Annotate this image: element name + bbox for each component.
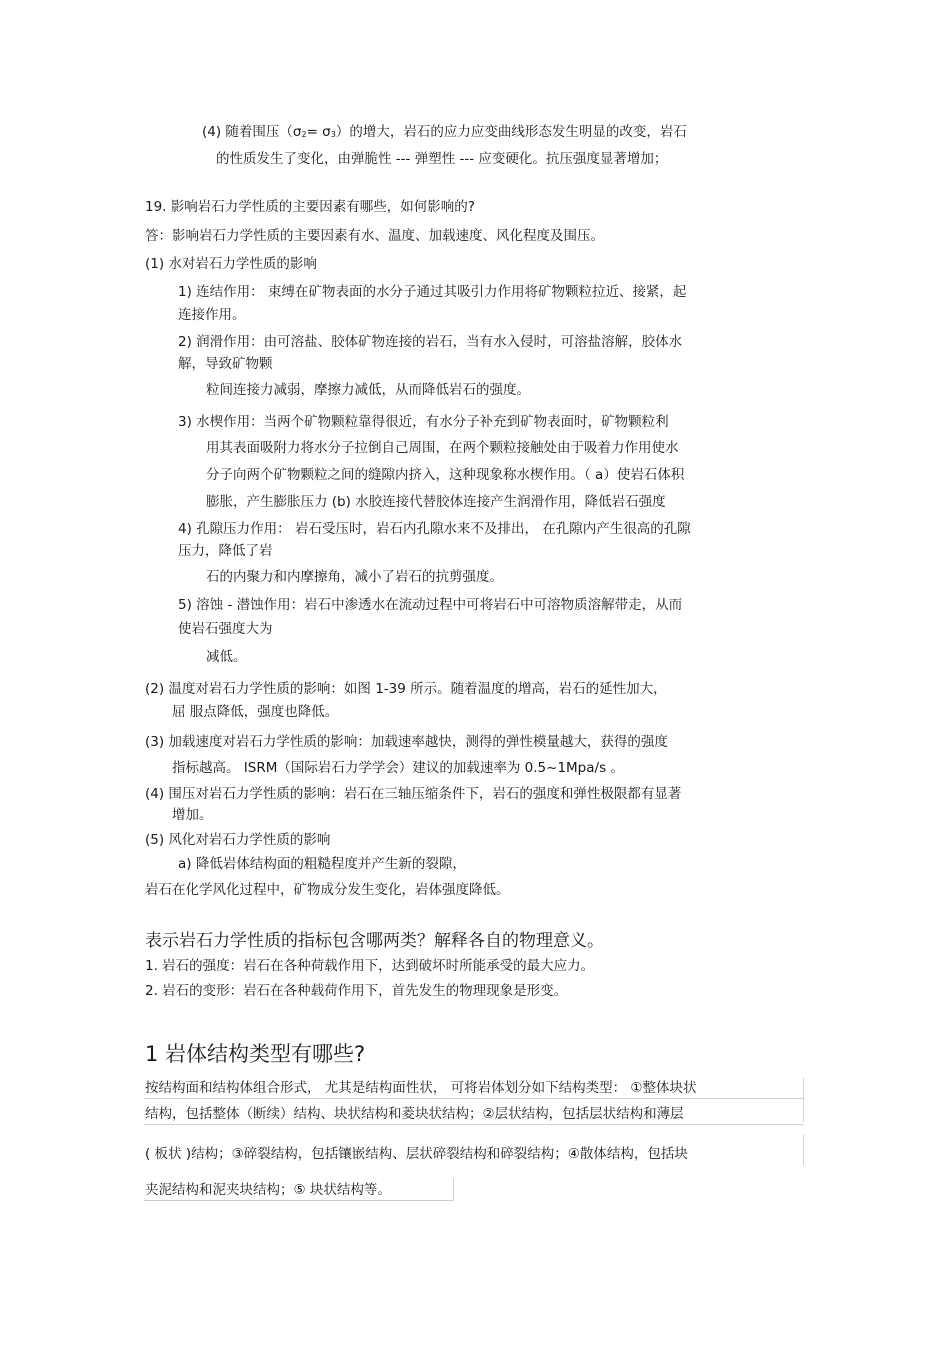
- water-item-2-line-1: 2) 润滑作用：由可溶盐、胶体矿物连接的岩石，当有水入侵时，可溶盐溶解，胶体水: [178, 334, 683, 350]
- structure-line-2: 结构，包括整体（断续）结构、块状结构和菱块状结构；②层状结构，包括层状结构和薄层: [145, 1106, 684, 1122]
- water-item-3-line-4: 膨胀，产生膨胀压力 (b) 水胶连接代替胶体连接产生润滑作用，降低岩石强度: [206, 494, 666, 510]
- water-item-4-line-3: 石的内聚力和内摩擦角，减小了岩石的抗剪强度。: [206, 569, 503, 585]
- weathering-heading: (5) 风化对岩石力学性质的影响: [145, 832, 331, 848]
- structure-box-bottom: [144, 1200, 454, 1201]
- water-item-1-line-1: 1) 连结作用： 束缚在矿物表面的水分子通过其吸引力作用将矿物颗粒拉近、接紧，起: [178, 284, 687, 300]
- sigma-subscript-2: 2: [301, 130, 307, 139]
- water-heading: (1) 水对岩石力学性质的影响: [145, 256, 317, 272]
- top-line-1-part-c: ）的增大，岩石的应力应变曲线形态发生明显的改变，岩石: [335, 124, 687, 140]
- structure-box-right-edge-2: [803, 1135, 804, 1165]
- sigma-subscript-3: 3: [330, 130, 336, 139]
- water-item-5-line-2: 使岩石强度大为: [178, 621, 273, 637]
- water-item-4-line-2: 压力，降低了岩: [178, 543, 273, 559]
- confining-line-1: (4) 围压对岩石力学性质的影响：岩石在三轴压缩条件下，岩石的强度和弹性极限都有显著: [145, 786, 682, 802]
- q19-title: 19. 影响岩石力学性质的主要因素有哪些，如何影响的?: [145, 199, 475, 215]
- weathering-item-a: a) 降低岩体结构面的粗糙程度并产生新的裂隙，: [178, 856, 466, 872]
- structure-title: 1 岩体结构类型有哪些?: [145, 1042, 366, 1066]
- top-line-2: 的性质发生了变化，由弹脆性 --- 弹塑性 --- 应变硬化。抗压强度显著增加；: [216, 151, 668, 167]
- confining-line-2: 增加。: [172, 807, 213, 823]
- indices-item-1: 1. 岩石的强度：岩石在各种荷载作用下，达到破坏时所能承受的最大应力。: [145, 958, 595, 974]
- structure-box-divider-2: [144, 1124, 804, 1125]
- temperature-line-2: 屈 服点降低，强度也降低。: [172, 704, 339, 720]
- indices-title: 表示岩石力学性质的指标包含哪两类？解释各自的物理意义。: [145, 931, 604, 951]
- water-item-3-line-3: 分子向两个矿物颗粒之间的缝隙内挤入，这种现象称水楔作用。（ a）使岩石体积: [206, 467, 685, 483]
- temperature-line-1: (2) 温度对岩石力学性质的影响：如图 1-39 所示。随着温度的增高，岩石的延性加大，: [145, 681, 667, 697]
- water-item-4-line-1: 4) 孔隙压力作用： 岩石受压时，岩石内孔隙水来不及排出， 在孔隙内产生很高的孔隙: [178, 521, 691, 537]
- water-item-2-line-3: 粒间连接力减弱，摩擦力减低，从而降低岩石的强度。: [206, 382, 530, 398]
- top-line-1-part-b: = σ: [306, 124, 331, 140]
- water-item-5-line-3: 减低。: [206, 649, 247, 665]
- structure-line-1: 按结构面和结构体组合形式， 尤其是结构面性状， 可将岩体划分如下结构类型： ①整体块状: [145, 1080, 697, 1096]
- water-item-2-line-2: 解，导致矿物颗: [178, 356, 273, 372]
- top-line-1-part-a: (4) 随着围压（σ: [202, 124, 302, 140]
- structure-box-right-edge-3: [453, 1178, 454, 1201]
- structure-box-right-edge-1: [803, 1078, 804, 1122]
- structure-line-3: ( 板状 )结构；③碎裂结构，包括镶嵌结构、层状碎裂结构和碎裂结构；④散体结构，包括块: [145, 1146, 688, 1162]
- water-item-3-line-1: 3) 水楔作用：当两个矿物颗粒靠得很近，有水分子补充到矿物表面时，矿物颗粒利: [178, 414, 669, 430]
- structure-line-4: 夹泥结构和泥夹块结构；⑤ 块状结构等。: [145, 1182, 391, 1198]
- loading-line-2: 指标越高。 ISRM（国际岩石力学学会）建议的加载速率为 0.5~1Mpa/s 。: [172, 760, 624, 776]
- indices-item-2: 2. 岩石的变形：岩石在各种载荷作用下，首先发生的物理现象是形变。: [145, 983, 568, 999]
- top-line-1: [202, 123, 687, 144]
- water-item-5-line-1: 5) 溶蚀 - 潜蚀作用：岩石中渗透水在流动过程中可将岩石中可溶物质溶解带走，从而: [178, 597, 683, 613]
- weathering-summary: 岩石在化学风化过程中，矿物成分发生变化，岩体强度降低。: [145, 882, 510, 898]
- water-item-3-line-2: 用其表面吸附力将水分子拉倒自己周围，在两个颗粒接触处由于吸着力作用使水: [206, 440, 679, 456]
- q19-answer: 答：影响岩石力学性质的主要因素有水、温度、加载速度、风化程度及围压。: [145, 228, 604, 244]
- structure-box-divider-1: [144, 1098, 804, 1099]
- water-item-1-line-2: 连接作用。: [178, 307, 246, 323]
- loading-line-1: (3) 加载速度对岩石力学性质的影响：加载速率越快，测得的弹性模量越大，获得的强度: [145, 734, 668, 750]
